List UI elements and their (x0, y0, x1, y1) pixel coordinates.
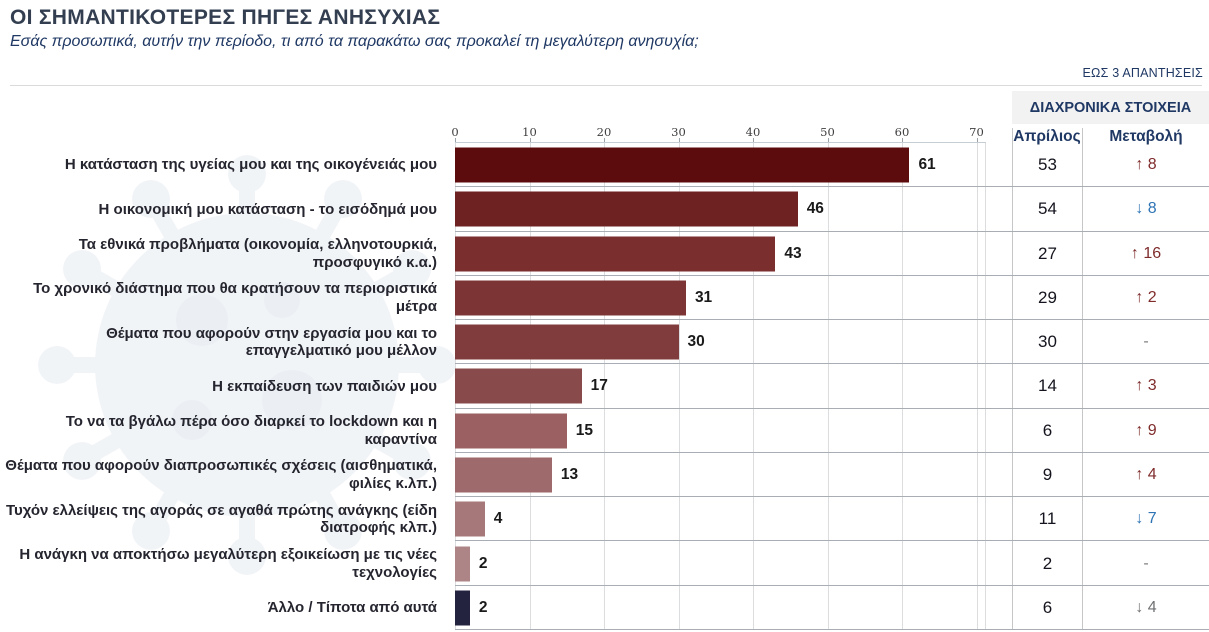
change-value: - (1143, 333, 1149, 351)
axis-tick-label: 0 (451, 125, 459, 139)
history-table-header: ΔΙΑΧΡΟΝΙΚΑ ΣΤΟΙΧΕΙΑ (1012, 91, 1209, 124)
change-value: ↑ 9 (1135, 421, 1157, 439)
april-value: 53 (1038, 155, 1057, 175)
bar-value-label: 2 (478, 554, 488, 572)
bar-value-label: 15 (575, 421, 593, 439)
category-label: Άλλο / Τίποτα από αυτά (267, 598, 437, 616)
axis-tick-label: 50 (820, 125, 835, 139)
column-header-april: Απρίλιος (1013, 128, 1081, 145)
category-label: Το να τα βγάλω πέρα όσο διαρκεί το lockdown και η καραντίνα (65, 413, 437, 448)
bar-value-label: 4 (493, 510, 503, 528)
bar-value-label: 31 (694, 288, 713, 306)
bar (455, 369, 582, 404)
axis-tick-label: 60 (894, 125, 910, 139)
chart-row (0, 320, 1209, 364)
bar-value-label: 17 (590, 377, 608, 395)
change-value: ↑ 16 (1130, 244, 1162, 262)
page-subtitle: Εσάς προσωπικά, αυτήν την περίοδο, τι από τα παρακάτω σας προκαλεί τη μεγαλύτερη ανησυχία; (10, 33, 699, 50)
chart-row (0, 409, 1209, 453)
april-value: 14 (1038, 376, 1057, 396)
change-value: ↓ 4 (1135, 598, 1157, 616)
axis-tick-label: 10 (522, 125, 537, 139)
bar-chart (0, 143, 1209, 630)
chart-row (0, 143, 1209, 187)
bar (455, 457, 552, 492)
change-value: ↑ 8 (1135, 156, 1157, 174)
april-value: 6 (1042, 597, 1053, 617)
answers-limit-note: ΕΩΣ 3 ΑΠΑΝΤΗΣΕΙΣ (1082, 66, 1203, 80)
chart-row (0, 453, 1209, 497)
chart-row (0, 586, 1209, 630)
bar (455, 236, 775, 271)
category-label: Η ανάγκη να αποκτήσω μεγαλύτερη εξοικείωση με τις νέες τεχνολογίες (19, 545, 437, 581)
axis-tick-label: 40 (745, 125, 761, 139)
bar (455, 325, 679, 360)
bar-value-label: 30 (687, 333, 705, 351)
bar (455, 148, 909, 183)
change-value: ↑ 2 (1135, 288, 1157, 306)
april-value: 9 (1042, 464, 1053, 484)
bar (455, 280, 686, 315)
axis-tick-label: 20 (596, 125, 612, 139)
change-value: - (1143, 554, 1149, 572)
category-label: Το χρονικό διάστημα που θα κρατήσουν τα περιοριστικά μέτρα (33, 280, 437, 315)
page-title: ΟΙ ΣΗΜΑΝΤΙΚΟΤΕΡΕΣ ΠΗΓΕΣ ΑΝΗΣΥΧΙΑΣ (10, 6, 441, 29)
bar (455, 502, 485, 537)
chart-row (0, 541, 1209, 585)
bar-value-label: 13 (560, 465, 579, 483)
category-label: Η εκπαίδευση των παιδιών μου (212, 377, 437, 395)
header-divider (10, 85, 1202, 86)
column-header-change: Μεταβολή (1109, 128, 1183, 145)
bar (455, 192, 798, 227)
april-value: 2 (1042, 553, 1053, 573)
chart-row (0, 497, 1209, 541)
chart-row (0, 276, 1209, 320)
bar (455, 590, 470, 625)
category-label: Η οικονομική μου κατάσταση - το εισόδημά μου (98, 200, 437, 218)
bar-value-label: 43 (784, 244, 802, 262)
chart-row (0, 232, 1209, 276)
category-label: Τα εθνικά προβλήματα (οικονομία, ελληνοτουρκιά, προσφυγικό κ.α.) (78, 235, 437, 271)
change-value: ↓ 8 (1135, 200, 1157, 218)
axis-tick-label: 70 (969, 125, 984, 139)
category-label: Θέματα που αφορούν στην εργασία μου και το επαγγελματικό μου μέλλον (106, 324, 437, 360)
april-value: 6 (1042, 420, 1053, 440)
bar-value-label: 46 (806, 200, 824, 218)
change-value: ↓ 7 (1135, 510, 1157, 528)
bar (455, 413, 567, 448)
april-value: 27 (1038, 243, 1057, 263)
april-value: 30 (1038, 332, 1057, 352)
chart-row (0, 364, 1209, 408)
bar (455, 546, 470, 581)
chart-row (0, 187, 1209, 231)
category-label: Η κατάσταση της υγείας μου και της οικογένειάς μου (64, 156, 437, 174)
bar-value-label: 61 (918, 156, 936, 174)
axis-tick-label: 30 (671, 125, 686, 139)
change-value: ↑ 4 (1135, 465, 1157, 483)
category-label: Θέματα που αφορούν διαπροσωπικές σχέσεις (αισθηματικά, φιλίες κ.λπ.) (5, 457, 437, 492)
april-value: 29 (1038, 287, 1057, 307)
change-value: ↑ 3 (1135, 377, 1157, 395)
april-value: 11 (1038, 509, 1057, 529)
category-label: Τυχόν ελλείψεις της αγοράς σε αγαθά πρώτης ανάγκης (είδη διατροφής κλπ.) (5, 501, 437, 537)
april-value: 54 (1038, 199, 1057, 219)
bar-value-label: 2 (478, 598, 488, 616)
